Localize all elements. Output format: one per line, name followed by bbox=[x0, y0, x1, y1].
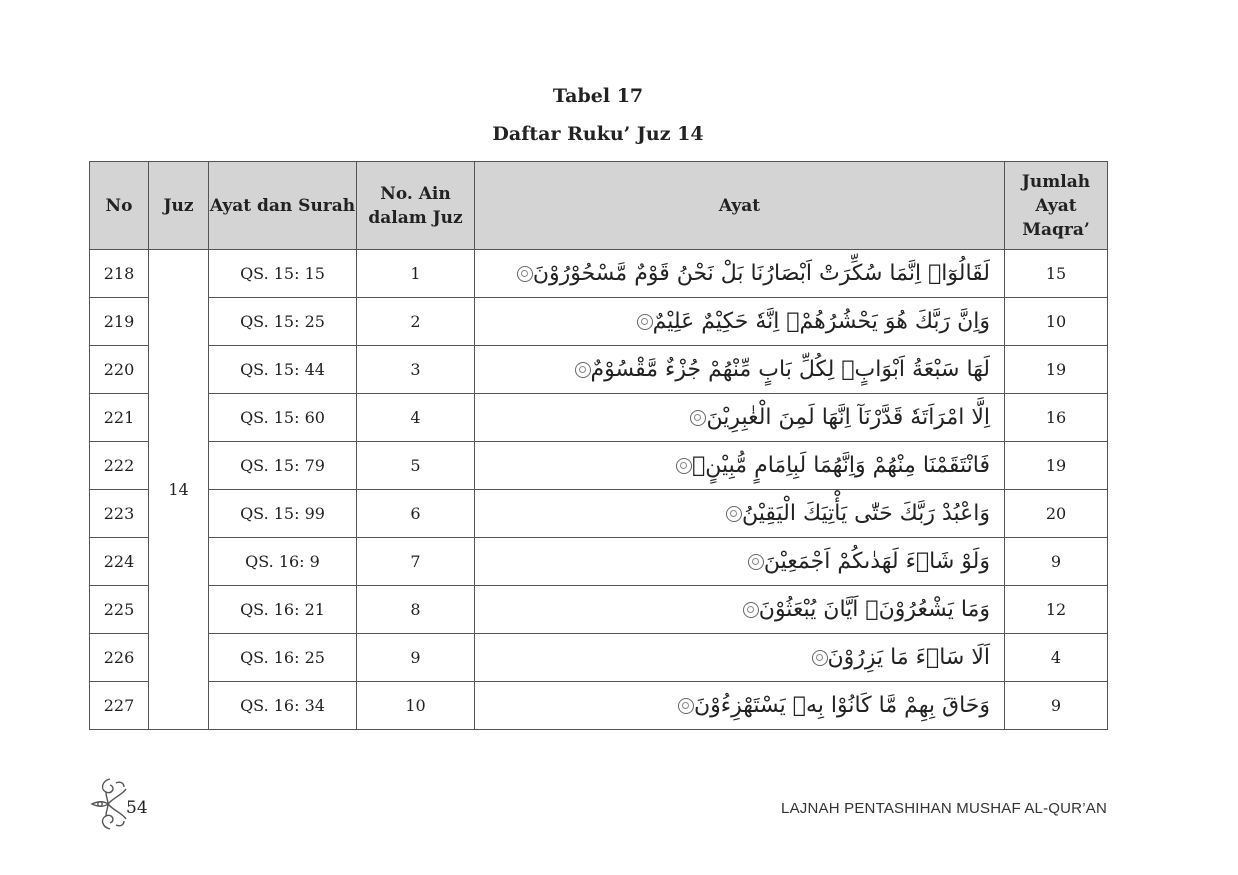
table-row bbox=[90, 250, 1108, 298]
publisher-name: LAJNAH PENTASHIHAN MUSHAF AL-QUR’AN bbox=[781, 800, 1107, 817]
cell-ain: 6 bbox=[357, 490, 475, 538]
cell-no: 225 bbox=[90, 586, 149, 634]
cell-jumlah: 10 bbox=[1005, 298, 1108, 346]
cell-no: 226 bbox=[90, 634, 149, 682]
cell-ain: 3 bbox=[357, 346, 475, 394]
ayat-text: فَانْتَقَمْنَا مِنْهُمْ وَاِنَّهُمَا لَبِاِمَامٍ مُّبِيْنٍۗ bbox=[692, 453, 990, 478]
cell-ayat bbox=[475, 538, 1005, 586]
cell-surah: QS. 15: 44 bbox=[209, 346, 357, 394]
header-ayat-surah: Ayat dan Surah bbox=[209, 162, 357, 250]
cell-surah: QS. 15: 60 bbox=[209, 394, 357, 442]
cell-ayat bbox=[475, 586, 1005, 634]
cell-surah: QS. 16: 25 bbox=[209, 634, 357, 682]
table-subtitle: Daftar Ruku’ Juz 14 bbox=[492, 123, 704, 145]
cell-ain: 8 bbox=[357, 586, 475, 634]
cell-surah: QS. 16: 34 bbox=[209, 682, 357, 730]
cell-jumlah: 20 bbox=[1005, 490, 1108, 538]
cell-jumlah: 15 bbox=[1005, 250, 1108, 298]
cell-jumlah: 16 bbox=[1005, 394, 1108, 442]
cell-ayat bbox=[475, 442, 1005, 490]
header-ain bbox=[357, 162, 475, 250]
ayat-text: وَاعْبُدْ رَبَّكَ حَتّٰى يَأْتِيَكَ الْيَقِيْنُ bbox=[742, 501, 990, 526]
cell-ain: 4 bbox=[357, 394, 475, 442]
cell-jumlah: 19 bbox=[1005, 346, 1108, 394]
cell-jumlah: 12 bbox=[1005, 586, 1108, 634]
cell-juz: 14 bbox=[149, 250, 209, 730]
table-header-row bbox=[90, 162, 1108, 250]
cell-no: 223 bbox=[90, 490, 149, 538]
verse-end-icon bbox=[575, 362, 591, 378]
table-row bbox=[90, 634, 1108, 682]
cell-surah: QS. 15: 15 bbox=[209, 250, 357, 298]
ayat-text: وَاِنَّ رَبَّكَ هُوَ يَحْشُرُهُمْۗ اِنَّهٗ حَكِيْمٌ عَلِيْمٌ bbox=[652, 309, 990, 334]
table-row bbox=[90, 298, 1108, 346]
cell-ayat bbox=[475, 346, 1005, 394]
header-ayat: Ayat bbox=[475, 162, 1005, 250]
cell-jumlah: 9 bbox=[1005, 538, 1108, 586]
cell-no: 218 bbox=[90, 250, 149, 298]
cell-ain: 7 bbox=[357, 538, 475, 586]
verse-end-icon bbox=[676, 458, 692, 474]
cell-surah: QS. 16: 21 bbox=[209, 586, 357, 634]
cell-ayat bbox=[475, 490, 1005, 538]
table-title: Tabel 17 bbox=[552, 85, 644, 107]
cell-ain: 9 bbox=[357, 634, 475, 682]
cell-jumlah: 19 bbox=[1005, 442, 1108, 490]
cell-no: 227 bbox=[90, 682, 149, 730]
ayat-text: لَقَالُوٓا۟ اِنَّمَا سُكِّرَتْ اَبْصَارُنَا بَلْ نَحْنُ قَوْمٌ مَّسْحُوْرُوْنَ bbox=[532, 261, 990, 286]
table-row bbox=[90, 394, 1108, 442]
table-row bbox=[90, 442, 1108, 490]
header-ain-line2: dalam Juz bbox=[368, 207, 463, 228]
page-number: 54 bbox=[126, 798, 148, 818]
header-jumlah-line3: Maqra’ bbox=[1022, 219, 1090, 240]
cell-ayat bbox=[475, 298, 1005, 346]
cell-surah: QS. 15: 79 bbox=[209, 442, 357, 490]
cell-no: 224 bbox=[90, 538, 149, 586]
cell-jumlah: 4 bbox=[1005, 634, 1108, 682]
ayat-text: وَلَوْ شَاۤءَ لَهَدٰىكُمْ اَجْمَعِيْنَ bbox=[763, 549, 990, 574]
cell-surah: QS. 15: 25 bbox=[209, 298, 357, 346]
verse-end-icon bbox=[517, 266, 533, 282]
table-row bbox=[90, 586, 1108, 634]
cell-ain: 1 bbox=[357, 250, 475, 298]
cell-no: 221 bbox=[90, 394, 149, 442]
cell-ayat bbox=[475, 634, 1005, 682]
ayat-text: اِلَّا امْرَاَتَهٗ قَدَّرْنَآ اِنَّهَا لَمِنَ الْغٰبِرِيْنَ bbox=[706, 405, 990, 430]
ruku-table bbox=[89, 161, 1108, 730]
ayat-text: وَحَاقَ بِهِمْ مَّا كَانُوْا بِهٖ يَسْتَهْزِءُوْنَ bbox=[693, 693, 990, 718]
cell-ain: 5 bbox=[357, 442, 475, 490]
table-row bbox=[90, 538, 1108, 586]
cell-ain: 2 bbox=[357, 298, 475, 346]
cell-no: 220 bbox=[90, 346, 149, 394]
verse-end-icon bbox=[743, 602, 759, 618]
cell-no: 222 bbox=[90, 442, 149, 490]
ornament-icon bbox=[88, 775, 130, 833]
cell-surah: QS. 15: 99 bbox=[209, 490, 357, 538]
verse-end-icon bbox=[678, 698, 694, 714]
cell-ayat bbox=[475, 250, 1005, 298]
header-jumlah bbox=[1005, 162, 1108, 250]
table-row bbox=[90, 682, 1108, 730]
header-jumlah-line1: Jumlah bbox=[1021, 171, 1091, 192]
cell-ayat bbox=[475, 394, 1005, 442]
cell-jumlah: 9 bbox=[1005, 682, 1108, 730]
ayat-text: وَمَا يَشْعُرُوْنَۙ اَيَّانَ يُبْعَثُوْنَ bbox=[758, 597, 990, 622]
ayat-text: لَهَا سَبْعَةُ اَبْوَابٍۗ لِكُلِّ بَابٍ مِّنْهُمْ جُزْءٌ مَّقْسُوْمٌ bbox=[590, 357, 990, 382]
header-no: No bbox=[90, 162, 149, 250]
verse-end-icon bbox=[726, 506, 742, 522]
cell-no: 219 bbox=[90, 298, 149, 346]
header-juz: Juz bbox=[149, 162, 209, 250]
cell-ayat bbox=[475, 682, 1005, 730]
verse-end-icon bbox=[748, 554, 764, 570]
verse-end-icon bbox=[637, 314, 653, 330]
header-jumlah-line2: Ayat bbox=[1035, 195, 1077, 216]
ayat-text: اَلَا سَاۤءَ مَا يَزِرُوْنَ bbox=[827, 645, 990, 670]
cell-surah: QS. 16: 9 bbox=[209, 538, 357, 586]
table-row bbox=[90, 346, 1108, 394]
header-ain-line1: No. Ain bbox=[380, 183, 451, 204]
verse-end-icon bbox=[690, 410, 706, 426]
verse-end-icon bbox=[812, 650, 828, 666]
cell-ain: 10 bbox=[357, 682, 475, 730]
table-row bbox=[90, 490, 1108, 538]
